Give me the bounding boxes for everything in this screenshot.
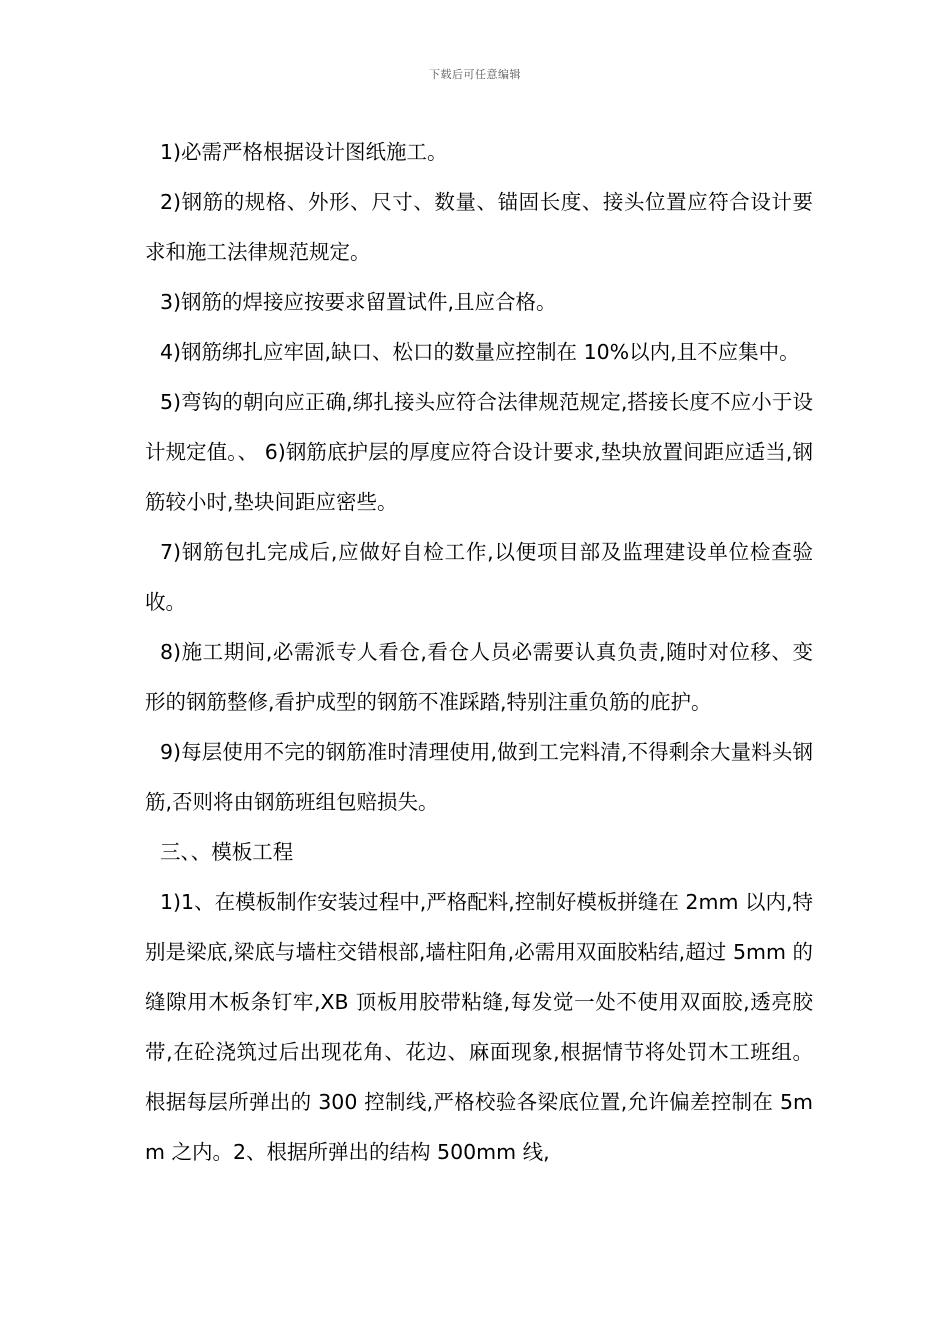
paragraph-item-2: 2)钢筋的规格、外形、尺寸、数量、锚固长度、接头位置应符合设计要求和施工法律规范规定。 (145, 190, 813, 264)
paragraph-item-9: 9)每层使用不完的钢筋准时清理使用,做到工完料清,不得剩余大量料头钢筋,否则将由钢筋班组包赔损失。 (145, 740, 813, 814)
paragraph-formwork-1: 1)1、在模板制作安装过程中,严格配料,控制好模板拼缝在 2mm 以内,特别是梁底,梁底与墙柱交错根部,墙柱阳角,必需用双面胶粘结,超过 5mm 的缝隙用木板条钉牢,XB 顶板用胶带粘缝,每发觉一处不使用双面胶,透亮胶带,在砼浇筑过后出现花角、花边、麻面现象,根据情节将处罚木工班组。根据每层所弹出的 300 控制线,严格校验各梁底位置,允许偏差控制在 5mm 之内。2、根据所弹出的结构 500mm 线, (145, 890, 813, 1164)
paragraph-item-7: 7)钢筋包扎完成后,应做好自检工作,以便项目部及监理建设单位检查验收。 (145, 540, 813, 614)
paragraph-item-5-6: 5)弯钩的朝向应正确,绑扎接头应符合法律规范规定,搭接长度不应小于设计规定值。、 6)钢筋底护层的厚度应符合设计要求,垫块放置间距应适当,钢筋较小时,垫块间距应密些。 (145, 390, 813, 514)
page-header-note: 下载后可任意编辑 (429, 68, 521, 81)
paragraph-item-4: 4)钢筋绑扎应牢固,缺口、松口的数量应控制在 10%以内,且不应集中。 (160, 340, 800, 364)
section-heading-formwork: 三、、模板工程 (160, 840, 294, 864)
paragraph-item-1: 1)必需严格根据设计图纸施工。 (160, 140, 448, 164)
document-body (145, 127, 813, 1177)
paragraph-item-3: 3)钢筋的焊接应按要求留置试件,且应合格。 (160, 290, 557, 314)
paragraph-item-8: 8)施工期间,必需派专人看仓,看仓人员必需要认真负责,随时对位移、变形的钢筋整修,看护成型的钢筋不准踩踏,特别注重负筋的庇护。 (145, 640, 813, 714)
